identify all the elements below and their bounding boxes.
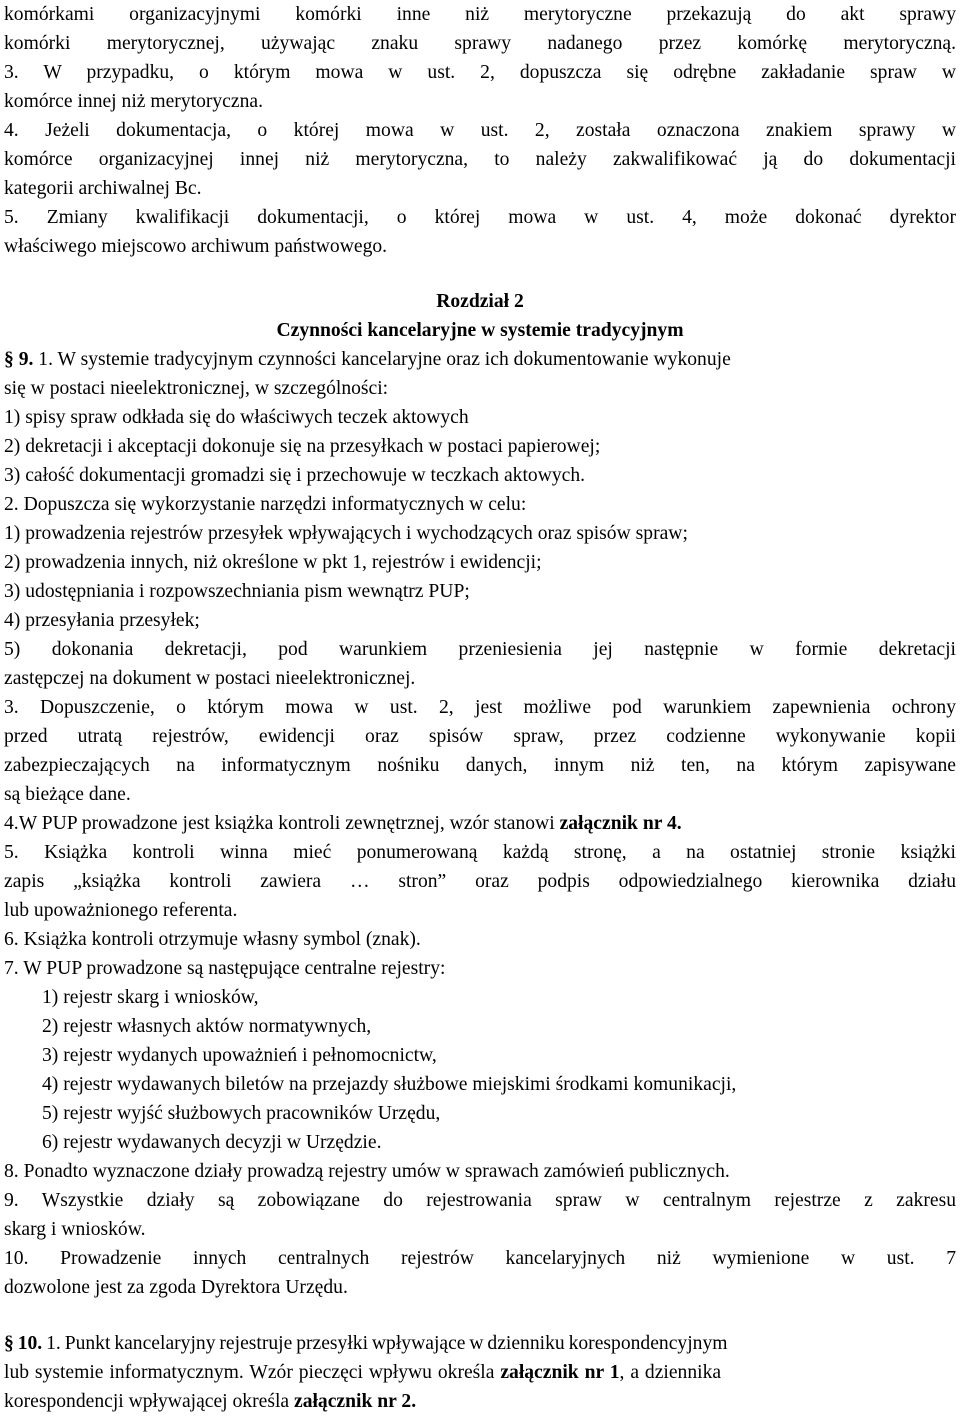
paragraph-9-line <box>4 345 956 374</box>
text-line: 3) udostępniania i rozpowszechniania pism wewnątrz PUP; <box>4 581 470 602</box>
paragraph-10-line <box>4 1329 956 1358</box>
text-segment: 4.W PUP prowadzone jest książka kontroli zewnętrznej, wzór stanowi <box>4 813 560 834</box>
list-item: 6) rejestr wydawanych decyzji w Urzędzie. <box>42 1132 382 1153</box>
section-10-text: 1. Punkt kancelaryjny rejestruje przesyłki wpływające w dzienniku korespondencyjnym <box>46 1333 728 1354</box>
attachment-reference-1: załącznik nr 1 <box>500 1362 620 1383</box>
text-line: 10. Prowadzenie innych centralnych rejestrów kancelaryjnych niż wymienione w ust. 7 <box>4 1248 956 1269</box>
text-line: komórkami organizacyjnymi komórki inne niż merytoryczne przekazują do akt sprawy <box>4 4 956 25</box>
text-line: 5) dokonania dekretacji, pod warunkiem przeniesienia jej następnie w formie dekretacji <box>4 639 956 660</box>
chapter-number: Rozdział 2 <box>436 291 524 312</box>
text-line: 2) prowadzenia innych, niż określone w pkt 1, rejestrów i ewidencji; <box>4 552 542 573</box>
text-line: skarg i wniosków. <box>4 1219 146 1240</box>
section-9-text: 1. W systemie tradycyjnym czynności kancelaryjne oraz ich dokumentowanie wykonuje <box>38 349 731 370</box>
text-line: 5. Zmiany kwalifikacji dokumentacji, o której mowa w ust. 4, może dokonać dyrektor <box>4 207 956 228</box>
text-segment: korespondencji wpływającej określa <box>4 1391 294 1412</box>
text-line: 2. Dopuszcza się wykorzystanie narzędzi informatycznych w celu: <box>4 494 527 515</box>
section-10-heading: § 10. <box>4 1333 43 1354</box>
list-item: 5) rejestr wyjść służbowych pracowników Urzędu, <box>42 1103 441 1124</box>
text-line: 5. Książka kontroli winna mieć ponumerowaną każdą stronę, a na ostatniej stronie książki <box>4 842 956 863</box>
text-line: 4) przesyłania przesyłek; <box>4 610 200 631</box>
list-item: 2) rejestr własnych aktów normatywnych, <box>42 1016 372 1037</box>
text-line: 3. Dopuszczenie, o którym mowa w ust. 2, jest możliwe pod warunkiem zapewnienia ochrony <box>4 697 956 718</box>
list-item: 3) rejestr wydanych upoważnień i pełnomocnictw, <box>42 1045 437 1066</box>
section-9-heading: § 9. <box>4 349 34 370</box>
text-line: zapis „książka kontroli zawiera … stron” oraz podpis odpowiedzialnego kierownika działu <box>4 871 956 892</box>
text-line: przed utratą rejestrów, ewidencji oraz spisów spraw, przez codzienne wykonywanie kopii <box>4 726 956 747</box>
text-line: się w postaci nieelektronicznej, w szczególności: <box>4 378 389 399</box>
text-line: 3. W przypadku, o którym mowa w ust. 2, dopuszcza się odrębne zakładanie spraw w <box>4 62 956 83</box>
text-line: zabezpieczających na informatycznym nośniku danych, innym niż ten, na którym zapisywane <box>4 755 956 776</box>
text-line: kategorii archiwalnej Bc. <box>4 178 202 199</box>
text-line: 4. Jeżeli dokumentacja, o której mowa w ust. 2, została oznaczona znakiem sprawy w <box>4 120 956 141</box>
text-line: zastępczej na dokument w postaci nieelektronicznej. <box>4 668 416 689</box>
text-line: właściwego miejscowo archiwum państwowego. <box>4 236 388 257</box>
text-line <box>4 809 956 838</box>
text-line: komórce organizacyjnej innej niż merytoryczna, to należy zakwalifikować ją do dokumentacji <box>4 149 956 170</box>
text-line: lub upoważnionego referenta. <box>4 900 238 921</box>
text-line: 6. Książka kontroli otrzymuje własny symbol (znak). <box>4 929 421 950</box>
text-line: 3) całość dokumentacji gromadzi się i przechowuje w teczkach aktowych. <box>4 465 586 486</box>
text-line: komórce innej niż merytoryczna. <box>4 91 263 112</box>
attachment-reference-4: załącznik nr 4. <box>559 813 682 834</box>
text-line: 8. Ponadto wyznaczone działy prowadzą rejestry umów w sprawach zamówień publicznych. <box>4 1161 730 1182</box>
chapter-title: Czynności kancelaryjne w systemie tradycyjnym <box>276 320 684 341</box>
list-item: 1) rejestr skarg i wniosków, <box>42 987 259 1008</box>
list-item: 4) rejestr wydawanych biletów na przejazdy służbowe miejskimi środkami komunikacji, <box>42 1074 737 1095</box>
text-segment: lub systemie informatycznym. Wzór pieczęci wpływu określa <box>4 1362 501 1383</box>
text-segment: , a dziennika <box>619 1362 722 1383</box>
text-line: dozwolone jest za zgoda Dyrektora Urzędu. <box>4 1277 348 1298</box>
text-line: 2) dekretacji i akceptacji dokonuje się na przesyłkach w postaci papierowej; <box>4 436 601 457</box>
text-line: 1) prowadzenia rejestrów przesyłek wpływających i wychodzących oraz spisów spraw; <box>4 523 688 544</box>
text-line: 9. Wszystkie działy są zobowiązane do rejestrowania spraw w centralnym rejestrze z zakresu <box>4 1190 956 1211</box>
text-line: 7. W PUP prowadzone są następujące centralne rejestry: <box>4 958 446 979</box>
text-line: są bieżące dane. <box>4 784 131 805</box>
text-line <box>4 1358 956 1387</box>
text-line: 1) spisy spraw odkłada się do właściwych teczek aktowych <box>4 407 469 428</box>
text-line: komórki merytorycznej, używając znaku sprawy nadanego przez komórkę merytoryczną. <box>4 33 956 54</box>
attachment-reference-2: załącznik nr 2. <box>294 1391 417 1412</box>
text-line <box>4 1387 956 1416</box>
